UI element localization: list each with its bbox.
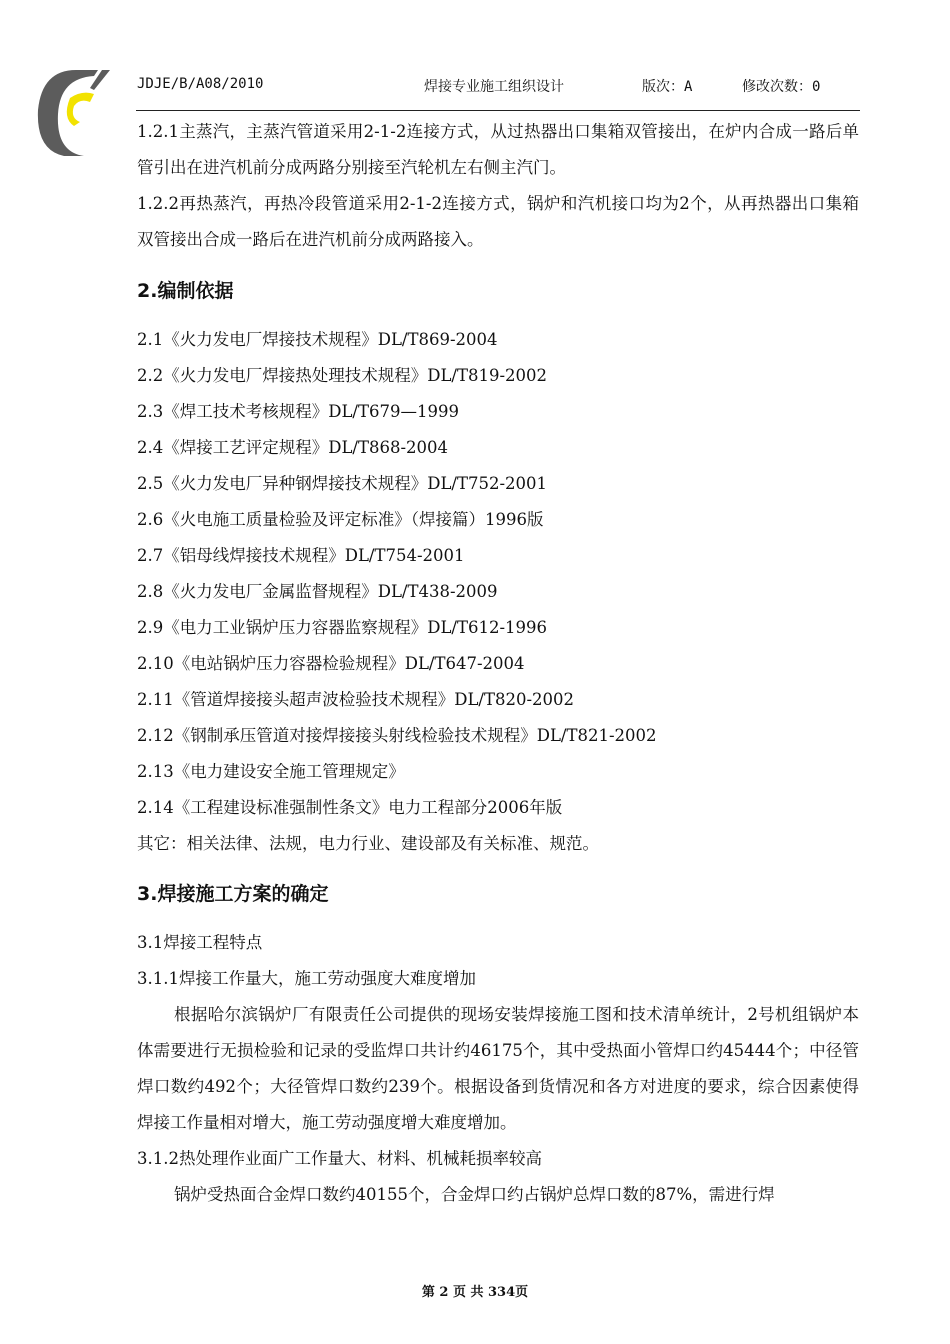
reference-item: 2.6《火电施工质量检验及评定标准》（焊接篇）1996版 (137, 510, 544, 529)
paragraph-heat-treatment: 锅炉受热面合金焊口数约40155个，合金焊口约占锅炉总焊口数的87%，需进行焊 (174, 1185, 775, 1204)
reference-other: 其它：相关法律、法规，电力行业、建设部及有关标准、规范。 (137, 834, 599, 853)
section-2-heading: 2.编制依据 (137, 280, 234, 302)
reference-item: 2.12《钢制承压管道对接焊接接头射线检验技术规程》DL/T821-2002 (137, 726, 657, 745)
subsection-3-1: 3.1焊接工程特点 (137, 933, 263, 952)
reference-item: 2.3《焊工技术考核规程》DL/T679—1999 (137, 402, 459, 421)
page-footer: 第 2 页 共 334页 (421, 1285, 529, 1300)
paragraph-main-steam: 1.2.1主蒸汽，主蒸汽管道采用2-1-2连接方式，从过热器出口集箱双管接出，在炉内合成一路后单管引出在进汽机前分成两路分别接至汽轮机左右侧主汽门。 (137, 122, 859, 177)
reference-item: 2.1《火力发电厂焊接技术规程》DL/T869-2004 (137, 330, 498, 349)
reference-item: 2.13《电力建设安全施工管理规定》 (137, 762, 405, 781)
reference-item: 2.11《管道焊接接头超声波检验技术规程》DL/T820-2002 (137, 690, 575, 709)
reference-item: 2.4《焊接工艺评定规程》DL/T868-2004 (137, 438, 449, 457)
document-title: 焊接专业施工组织设计 (424, 79, 564, 95)
version-label: 版次：A (642, 79, 693, 95)
subsection-3-1-1: 3.1.1焊接工作量大，施工劳动强度大难度增加 (137, 969, 476, 988)
reference-item: 2.10《电站锅炉压力容器检验规程》DL/T647-2004 (137, 654, 525, 673)
reference-item: 2.5《火力发电厂异种钢焊接技术规程》DL/T752-2001 (137, 474, 548, 493)
page-header (137, 76, 859, 96)
paragraph-reheat-steam: 1.2.2再热蒸汽，再热冷段管道采用2-1-2连接方式，锅炉和汽机接口均为2个，从再热器出口集箱双管接出合成一路后在进汽机前分成两路接入。 (137, 194, 859, 249)
revision-label: 修改次数：0 (742, 79, 821, 95)
document-code: JDJE/B/A08/2010 (137, 76, 264, 92)
paragraph-workload: 根据哈尔滨锅炉厂有限责任公司提供的现场安装焊接施工图和技术清单统计，2号机组锅炉本体需要进行无损检验和记录的受监焊口共计约46175个，其中受热面小管焊口约45444个；中径管焊口数约492个；大径管焊口数约239个。根据设备到货情况和各方对进度的要求，综合因素使得焊接工作量相对增大，施工劳动强度增大难度增加。 (137, 1005, 859, 1132)
reference-item: 2.2《火力发电厂焊接热处理技术规程》DL/T819-2002 (137, 366, 548, 385)
company-logo (28, 62, 112, 162)
header-rule (136, 110, 860, 111)
reference-item: 2.9《电力工业锅炉压力容器监察规程》DL/T612-1996 (137, 618, 548, 637)
reference-item: 2.8《火力发电厂金属监督规程》DL/T438-2009 (137, 582, 498, 601)
reference-list (137, 322, 859, 862)
reference-item: 2.14《工程建设标准强制性条文》电力工程部分2006年版 (137, 798, 563, 817)
section-3-heading: 3.焊接施工方案的确定 (137, 883, 329, 905)
document-body (137, 114, 859, 1213)
subsection-3-1-2: 3.1.2热处理作业面广工作量大、材料、机械耗损率较高 (137, 1149, 542, 1168)
reference-item: 2.7《铝母线焊接技术规程》DL/T754-2001 (137, 546, 465, 565)
